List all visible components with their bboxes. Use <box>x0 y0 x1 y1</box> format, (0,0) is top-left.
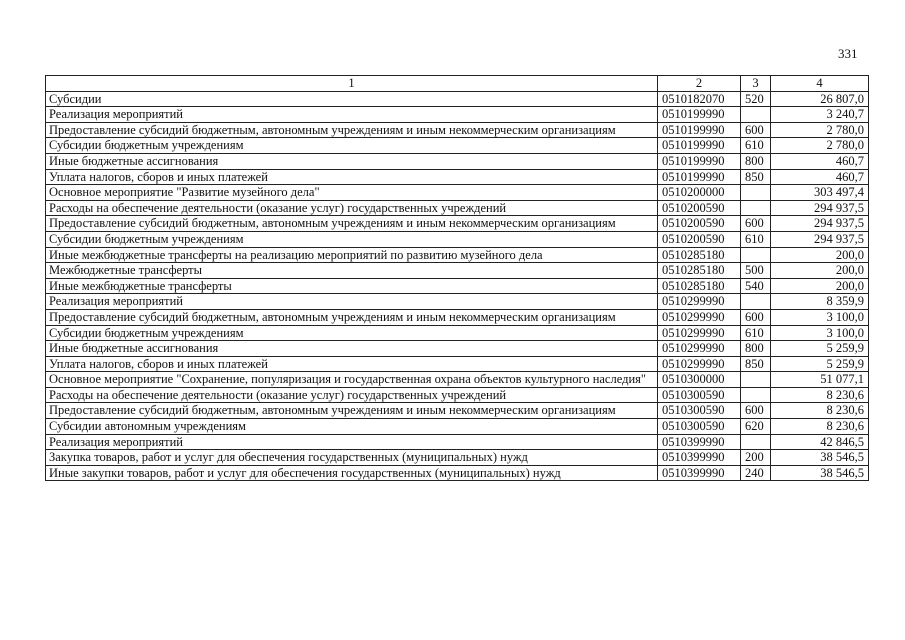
target-code-cell: 0510199990 <box>658 107 741 123</box>
expense-type-cell: 600 <box>741 309 771 325</box>
table-row <box>46 153 869 169</box>
target-code-cell: 0510199990 <box>658 122 741 138</box>
amount-cell: 200,0 <box>771 263 869 279</box>
target-code-cell: 0510300000 <box>658 372 741 388</box>
expense-name-cell: Закупка товаров, работ и услуг для обеспечения государственных (муниципальных) нужд <box>46 450 658 466</box>
amount-cell: 2 780,0 <box>771 122 869 138</box>
target-code-cell: 0510299990 <box>658 356 741 372</box>
amount-cell: 460,7 <box>771 153 869 169</box>
target-code-cell: 0510285180 <box>658 278 741 294</box>
target-code-cell: 0510299990 <box>658 325 741 341</box>
expense-type-cell: 600 <box>741 216 771 232</box>
expense-name-cell: Реализация мероприятий <box>46 294 658 310</box>
target-code-cell: 0510199990 <box>658 169 741 185</box>
table-row <box>46 403 869 419</box>
amount-cell: 26 807,0 <box>771 91 869 107</box>
amount-cell: 3 240,7 <box>771 107 869 123</box>
amount-cell: 294 937,5 <box>771 231 869 247</box>
expense-type-cell <box>741 387 771 403</box>
header-col-4: 4 <box>771 76 869 92</box>
expense-name-cell: Иные закупки товаров, работ и услуг для обеспечения государственных (муниципальных) нужд <box>46 465 658 481</box>
header-col-2: 2 <box>658 76 741 92</box>
target-code-cell: 0510200590 <box>658 216 741 232</box>
table-row <box>46 341 869 357</box>
expense-name-cell: Предоставление субсидий бюджетным, автономным учреждениям и иным некоммерческим организациям <box>46 216 658 232</box>
amount-cell: 5 259,9 <box>771 356 869 372</box>
target-code-cell: 0510399990 <box>658 450 741 466</box>
amount-cell: 200,0 <box>771 278 869 294</box>
amount-cell: 294 937,5 <box>771 216 869 232</box>
expense-type-cell <box>741 294 771 310</box>
expense-type-cell: 240 <box>741 465 771 481</box>
target-code-cell: 0510299990 <box>658 309 741 325</box>
expense-name-cell: Субсидии автономным учреждениям <box>46 419 658 435</box>
table-row <box>46 200 869 216</box>
table-row <box>46 138 869 154</box>
table-row <box>46 450 869 466</box>
amount-cell: 8 230,6 <box>771 387 869 403</box>
expense-name-cell: Субсидии бюджетным учреждениям <box>46 325 658 341</box>
amount-cell: 8 230,6 <box>771 419 869 435</box>
expense-name-cell: Межбюджетные трансферты <box>46 263 658 279</box>
header-col-1: 1 <box>46 76 658 92</box>
expense-name-cell: Основное мероприятие "Развитие музейного дела" <box>46 185 658 201</box>
budget-table <box>45 75 869 481</box>
table-row <box>46 419 869 435</box>
expense-name-cell: Иные межбюджетные трансферты <box>46 278 658 294</box>
expense-name-cell: Реализация мероприятий <box>46 434 658 450</box>
table-row <box>46 107 869 123</box>
amount-cell: 38 546,5 <box>771 465 869 481</box>
expense-type-cell: 610 <box>741 325 771 341</box>
expense-type-cell: 610 <box>741 231 771 247</box>
table-row <box>46 122 869 138</box>
target-code-cell: 0510300590 <box>658 419 741 435</box>
target-code-cell: 0510199990 <box>658 153 741 169</box>
expense-type-cell <box>741 107 771 123</box>
table-row <box>46 247 869 263</box>
expense-type-cell: 200 <box>741 450 771 466</box>
expense-type-cell <box>741 185 771 201</box>
table-row <box>46 325 869 341</box>
expense-name-cell: Уплата налогов, сборов и иных платежей <box>46 356 658 372</box>
target-code-cell: 0510300590 <box>658 387 741 403</box>
amount-cell: 3 100,0 <box>771 309 869 325</box>
expense-name-cell: Субсидии <box>46 91 658 107</box>
table-row <box>46 231 869 247</box>
expense-type-cell: 610 <box>741 138 771 154</box>
expense-type-cell: 500 <box>741 263 771 279</box>
expense-type-cell: 600 <box>741 122 771 138</box>
expense-type-cell: 850 <box>741 169 771 185</box>
amount-cell: 3 100,0 <box>771 325 869 341</box>
table-row <box>46 387 869 403</box>
expense-name-cell: Субсидии бюджетным учреждениям <box>46 138 658 154</box>
amount-cell: 38 546,5 <box>771 450 869 466</box>
table-row <box>46 185 869 201</box>
target-code-cell: 0510399990 <box>658 465 741 481</box>
target-code-cell: 0510299990 <box>658 294 741 310</box>
target-code-cell: 0510199990 <box>658 138 741 154</box>
expense-type-cell: 850 <box>741 356 771 372</box>
target-code-cell: 0510182070 <box>658 91 741 107</box>
amount-cell: 200,0 <box>771 247 869 263</box>
table-row <box>46 91 869 107</box>
expense-name-cell: Предоставление субсидий бюджетным, автономным учреждениям и иным некоммерческим организациям <box>46 122 658 138</box>
page-number: 331 <box>838 46 858 61</box>
expense-type-cell: 600 <box>741 403 771 419</box>
target-code-cell: 0510200590 <box>658 231 741 247</box>
expense-type-cell: 800 <box>741 341 771 357</box>
target-code-cell: 0510299990 <box>658 341 741 357</box>
amount-cell: 8 359,9 <box>771 294 869 310</box>
amount-cell: 42 846,5 <box>771 434 869 450</box>
expense-name-cell: Предоставление субсидий бюджетным, автономным учреждениям и иным некоммерческим организациям <box>46 309 658 325</box>
expense-name-cell: Уплата налогов, сборов и иных платежей <box>46 169 658 185</box>
expense-type-cell <box>741 200 771 216</box>
amount-cell: 51 077,1 <box>771 372 869 388</box>
table-row <box>46 465 869 481</box>
table-row <box>46 372 869 388</box>
expense-name-cell: Реализация мероприятий <box>46 107 658 123</box>
table-row <box>46 263 869 279</box>
target-code-cell: 0510285180 <box>658 247 741 263</box>
expense-name-cell: Расходы на обеспечение деятельности (оказание услуг) государственных учреждений <box>46 387 658 403</box>
amount-cell: 303 497,4 <box>771 185 869 201</box>
table-row <box>46 278 869 294</box>
expense-type-cell: 520 <box>741 91 771 107</box>
expense-name-cell: Иные бюджетные ассигнования <box>46 153 658 169</box>
amount-cell: 460,7 <box>771 169 869 185</box>
expense-type-cell: 620 <box>741 419 771 435</box>
expense-type-cell <box>741 372 771 388</box>
target-code-cell: 0510285180 <box>658 263 741 279</box>
budget-table-body <box>46 76 869 481</box>
amount-cell: 5 259,9 <box>771 341 869 357</box>
expense-name-cell: Субсидии бюджетным учреждениям <box>46 231 658 247</box>
expense-name-cell: Расходы на обеспечение деятельности (оказание услуг) государственных учреждений <box>46 200 658 216</box>
table-row <box>46 356 869 372</box>
expense-name-cell: Основное мероприятие "Сохранение, популяризация и государственная охрана объектов культурного наследия" <box>46 372 658 388</box>
target-code-cell: 0510200590 <box>658 200 741 216</box>
target-code-cell: 0510200000 <box>658 185 741 201</box>
expense-type-cell <box>741 434 771 450</box>
expense-type-cell: 800 <box>741 153 771 169</box>
table-row <box>46 434 869 450</box>
expense-type-cell <box>741 247 771 263</box>
table-row <box>46 169 869 185</box>
header-col-3: 3 <box>741 76 771 92</box>
amount-cell: 8 230,6 <box>771 403 869 419</box>
expense-name-cell: Иные бюджетные ассигнования <box>46 341 658 357</box>
target-code-cell: 0510300590 <box>658 403 741 419</box>
table-header-row <box>46 76 869 92</box>
amount-cell: 294 937,5 <box>771 200 869 216</box>
expense-name-cell: Предоставление субсидий бюджетным, автономным учреждениям и иным некоммерческим организациям <box>46 403 658 419</box>
target-code-cell: 0510399990 <box>658 434 741 450</box>
expense-name-cell: Иные межбюджетные трансферты на реализацию мероприятий по развитию музейного дела <box>46 247 658 263</box>
expense-type-cell: 540 <box>741 278 771 294</box>
table-row <box>46 216 869 232</box>
table-row <box>46 294 869 310</box>
table-row <box>46 309 869 325</box>
amount-cell: 2 780,0 <box>771 138 869 154</box>
